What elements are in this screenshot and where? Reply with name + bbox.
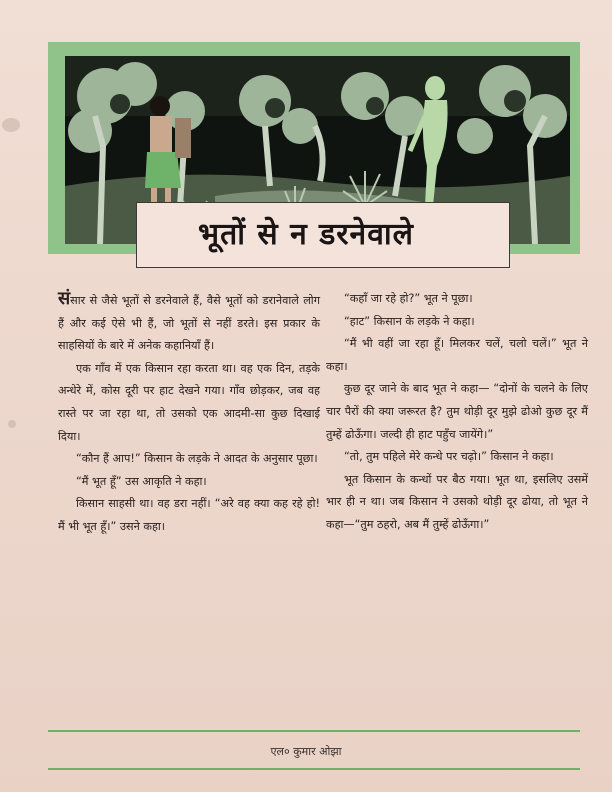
story-title: भूतों से न डरनेवाले — [198, 217, 414, 252]
author-credit: एल० कुमार ओझा — [270, 745, 342, 758]
paragraph: कुछ दूर जाने के बाद भूत ने कहा— “दोनों के चलने के लिए चार पैरों की क्या जरूरत है? तुम थोड़ी दूर मुझे ढोओ कुछ दूर मैं तुम्हें ढोऊँगा। जल्दी ही हाट पहुँच जायेंगे।” — [326, 382, 588, 441]
footer-divider-bottom — [48, 768, 580, 770]
paragraph: भूत किसान के कन्धों पर बैठ गया। भूत था, इसलिए उसमें भार ही न था। जब किसान ने उसको थोड़ी दूर ढोया, तो भूत ने कहा—“तुम ठहरो, अब मैं तुम्हें ढोऊँगा।” — [326, 472, 588, 531]
paper-stain — [8, 420, 16, 428]
story-left-column — [58, 288, 320, 539]
paragraph: “कौन हैं आप!” किसान के लड़के ने आदत के अनुसार पूछा। — [76, 452, 318, 466]
paper-stain — [2, 118, 20, 132]
story-right-column — [326, 288, 588, 537]
paragraph: एक गाँव में एक किसान रहा करता था। वह एक दिन, तड़के अन्धेरे में, कोस दूरी पर हाट देखने गया। गाँव छोड़कर, जब वह रास्ते पर जा रहा था, तो उसको एक आदमी-सा कुछ दिखाई दिया। — [58, 361, 320, 443]
paragraph: “तो, तुम पहिले मेरे कन्धे पर चढ़ो।” किसान ने कहा। — [344, 450, 554, 464]
footer-divider-top — [48, 730, 580, 732]
paragraph: “हाट” किसान के लड़के ने कहा। — [344, 314, 475, 328]
drop-cap: सं — [58, 288, 71, 309]
paragraph: “कहाँ जा रहे हो?” भूत ने पूछा। — [344, 292, 473, 305]
paragraph: किसान साहसी था। वह डरा नहीं। “अरे वह क्या कह रहे हो! मैं भी भूत हूँ।” उसने कहा। — [58, 497, 320, 533]
paragraph: “मैं भी वहीं जा रहा हूँ। मिलकर चलें, चलो चलें।” भूत ने कहा। — [326, 337, 588, 373]
paragraph: संसार से जैसे भूतों से डरनेवाले हैं, वैसे भूतों को डरानेवाले लोग हैं और कई ऐसे भी हैं, जो भूतों से नहीं डरते। इस प्रकार के साहसियों के बारे में अनेक कहानियाँ हैं। — [58, 288, 320, 353]
paragraph: “मैं भूत हूँ” उस आकृति ने कहा। — [76, 474, 207, 488]
